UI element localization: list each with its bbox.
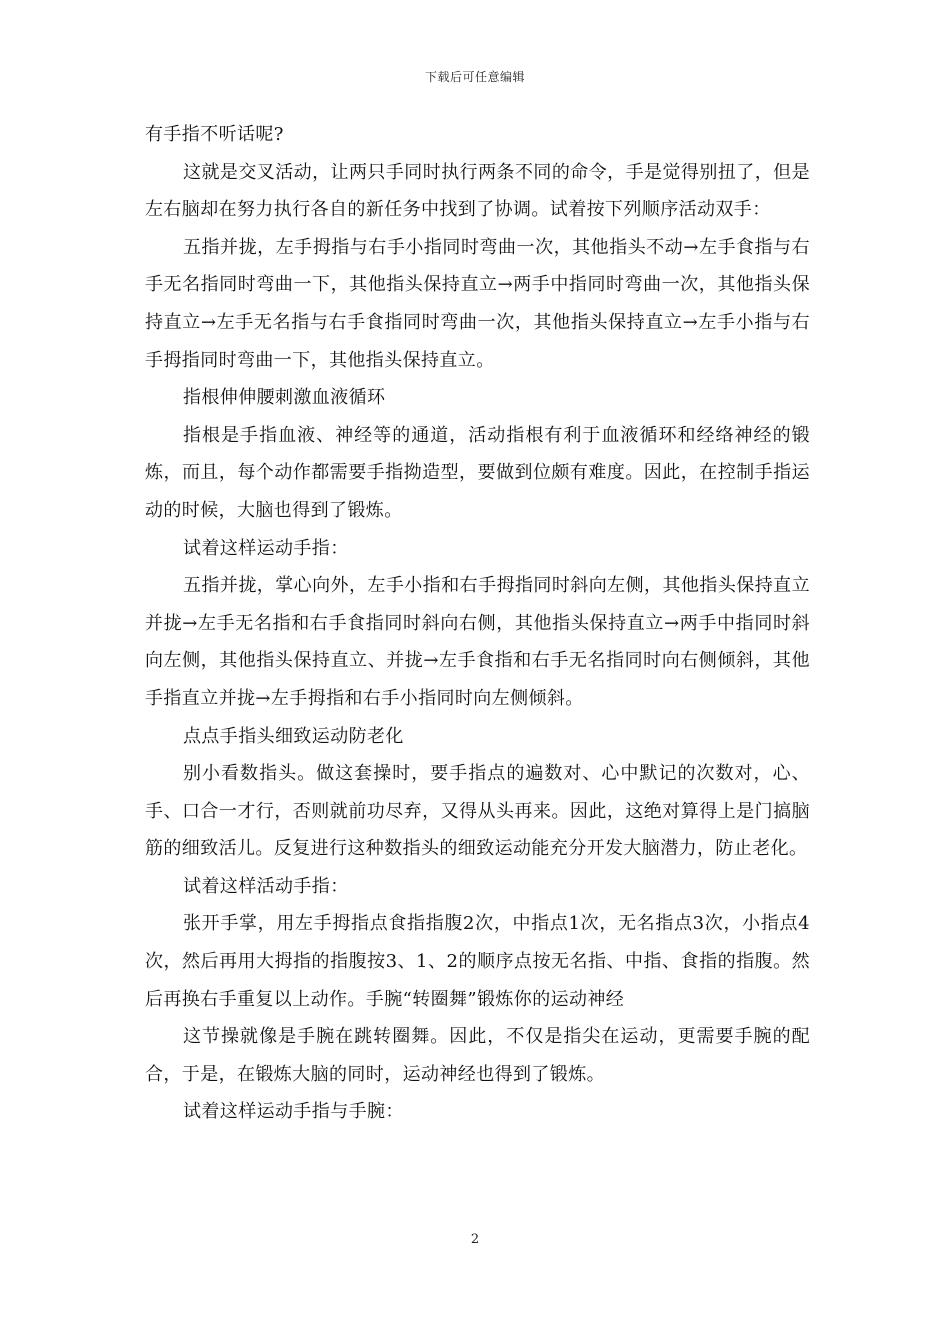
paragraph: 张开手掌，用左手拇指点食指指腹2次，中指点1次，无名指点3次，小指点4次，然后再用大拇指的指腹按3、1、2的顺序点按无名指、中指、食指的指腹。然后再换右手重复以上动作。手腕“转圈舞”锻炼你的运动神经 xyxy=(145,913,810,1010)
paragraph: 试着这样运动手指： xyxy=(183,537,349,559)
paragraph: 五指并拢，掌心向外，左手小指和右手拇指同时斜向左侧，其他指头保持直立并拢→左手无名指和右手食指同时斜向右侧，其他指头保持直立→两手中指同时斜向左侧，其他指头保持直立、并拢→左手食指和右手无名指同时向右侧倾斜，其他手指直立并拢→左手拇指和右手小指同时向左侧倾斜。 xyxy=(145,575,810,709)
section-heading: 指根伸伸腰刺激血液循环 xyxy=(183,387,386,409)
paragraph: 这就是交叉活动，让两只手同时执行两条不同的命令，手是觉得别扭了，但是左右脑却在努力执行各自的新任务中找到了协调。试着按下列顺序活动双手： xyxy=(145,161,810,221)
paragraph: 别小看数指头。做这套操时，要手指点的遍数对、心中默记的次数对，心、手、口合一才行，否则就前功尽弃，又得从头再来。因此，这绝对算得上是门搞脑筋的细致活儿。反复进行这种数指头的细致运动能充分开发大脑潜力，防止老化。 xyxy=(145,763,810,860)
paragraph: 有手指不听话呢? xyxy=(145,124,284,145)
section-heading: 点点手指头细致运动防老化 xyxy=(183,725,404,747)
paragraph: 试着这样活动手指： xyxy=(183,875,349,897)
paragraph: 五指并拢，左手拇指与右手小指同时弯曲一次，其他指头不动→左手食指与右手无名指同时弯曲一下，其他指头保持直立→两手中指同时弯曲一次，其他指头保持直立→左手无名指与右手食指同时弯曲一次，其他指头保持直立→左手小指与右手拇指同时弯曲一下，其他指头保持直立。 xyxy=(145,236,810,371)
paragraph: 指根是手指血液、神经等的通道，活动指根有利于血液循环和经络神经的锻炼，而且，每个动作都需要手指拗造型，要做到位颇有难度。因此，在控制手指运动的时候，大脑也得到了锻炼。 xyxy=(145,424,810,521)
body-text xyxy=(145,116,810,1131)
paragraph: 试着这样运动手指与手腕： xyxy=(183,1101,404,1123)
page-header: 下载后可任意编辑 xyxy=(424,70,525,84)
paragraph: 这节操就像是手腕在跳转圈舞。因此，不仅是指尖在运动，更需要手腕的配合，于是，在锻炼大脑的同时，运动神经也得到了锻炼。 xyxy=(145,1026,810,1085)
page-number: 2 xyxy=(470,1232,480,1247)
